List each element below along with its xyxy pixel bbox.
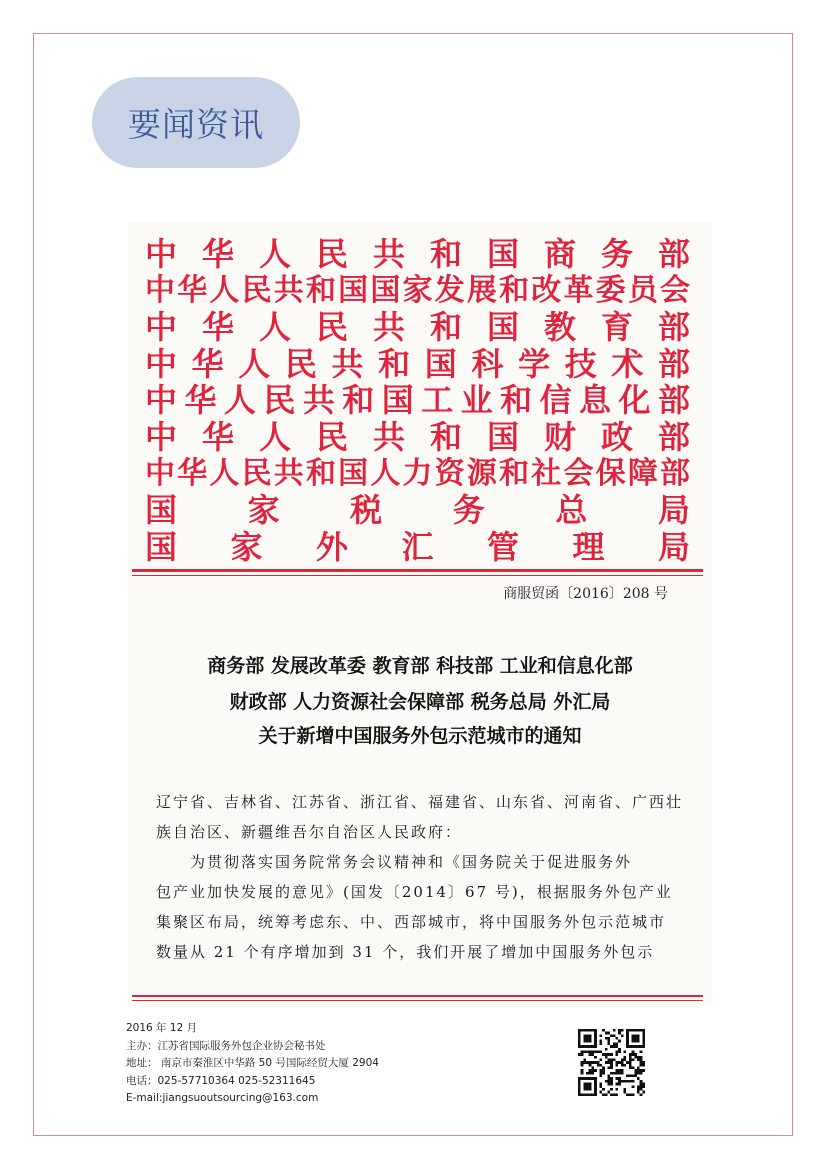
body-line-5: 集聚区布局，统筹考虑东、中、西部城市，将中国服务外包示范城市 bbox=[156, 913, 667, 931]
body-line-2: 族自治区、新疆维吾尔自治区人民政府： bbox=[156, 823, 463, 841]
footer-email: E-mail:jiangsuoutsourcing@163.com bbox=[126, 1092, 319, 1104]
document-number: 商服贸函〔2016〕208 号 bbox=[503, 586, 668, 602]
issuer-name: 国 家 外 汇 管 理 局 bbox=[144, 527, 691, 566]
footer-address: 地址： 南京市秦淮区中华路 50 号国际经贸大厦 2904 bbox=[126, 1057, 379, 1069]
title-line-1: 商务部 发展改革委 教育部 科技部 工业和信息化部 bbox=[207, 655, 633, 677]
issuer-name: 国 家 税 务 总 局 bbox=[144, 491, 691, 530]
issuer-block bbox=[145, 236, 690, 565]
footer-host: 主办：江苏省国际服务外包企业协会秘书处 bbox=[126, 1039, 326, 1052]
body-line-3: 为贯彻落实国务院常务会议精神和《国务院关于促进服务外 bbox=[190, 853, 633, 871]
header-rule-thick bbox=[132, 569, 703, 572]
footer-info bbox=[126, 1020, 379, 1108]
body-line-1: 辽宁省、吉林省、江苏省、浙江省、福建省、山东省、河南省、广西壮 bbox=[156, 793, 684, 811]
issuer-name: 中 华 人 民 共 和 国 商 务 部 bbox=[144, 235, 691, 273]
header-rule-thin bbox=[132, 575, 703, 576]
qr-code-icon bbox=[578, 1029, 645, 1096]
section-badge: 要闻资讯 bbox=[92, 77, 300, 168]
issuer-name: 中 华 人 民 共 和 国 科 学 技 术 部 bbox=[144, 344, 691, 383]
issuer-name: 中 华 人 民 共 和 国 财 政 部 bbox=[144, 417, 691, 456]
issuer-name: 中 华 人 民 共 和 国 教 育 部 bbox=[144, 308, 691, 347]
body-line-6: 数量从 21 个有序增加到 31 个，我们开展了增加中国服务外包示 bbox=[156, 943, 655, 961]
footer-rule-thick bbox=[132, 995, 703, 997]
title-line-2: 财政部 人力资源社会保障部 税务总局 外汇局 bbox=[229, 691, 611, 713]
body-line-4: 包产业加快发展的意见》(国发〔2014〕67 号)，根据服务外包产业 bbox=[156, 883, 673, 901]
footer-rule-thin bbox=[132, 1000, 703, 1001]
footer-phone: 电话：025-57710364 025-52311645 bbox=[126, 1074, 316, 1087]
footer-date: 2016 年 12 月 bbox=[126, 1022, 198, 1034]
issuer-name: 中 华 人 民 共 和 国 国 家 发 展 和 改 革 委 员 会 bbox=[145, 272, 690, 308]
issuer-name: 中 华 人 民 共 和 国 人 力 资 源 和 社 会 保 障 部 bbox=[145, 455, 690, 491]
title-line-3: 关于新增中国服务外包示范城市的通知 bbox=[258, 725, 582, 747]
issuer-name: 中 华 人 民 共 和 国 工 业 和 信 息 化 部 bbox=[144, 381, 691, 420]
